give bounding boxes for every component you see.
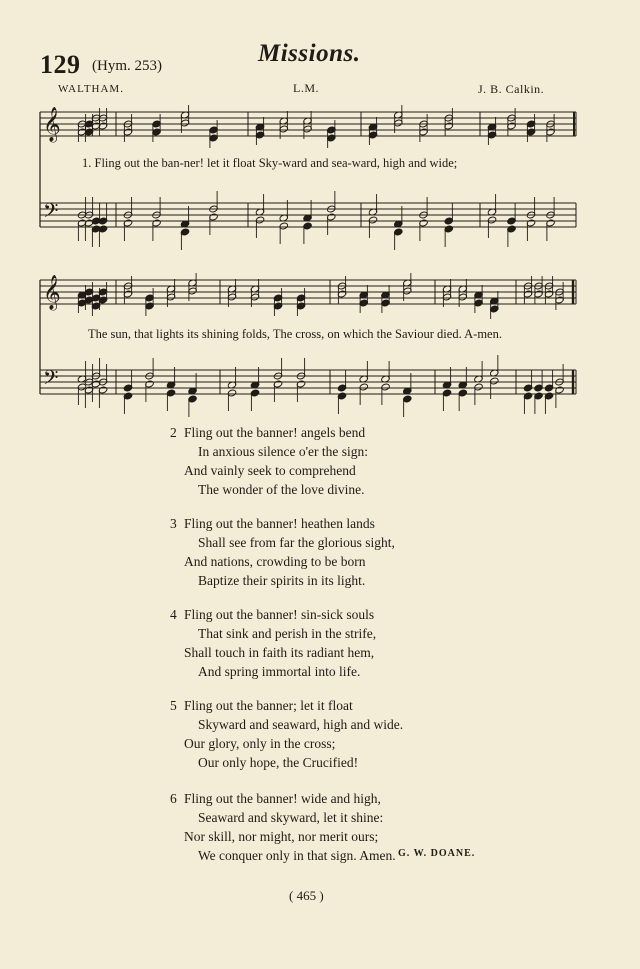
- stanza-line: In anxious silence o'er the sign:: [198, 444, 369, 459]
- composer: J. B. Calkin.: [478, 82, 545, 96]
- stanza-line: Shall see from far the glorious sight,: [198, 535, 395, 550]
- stanza-line: And nations, crowding to be born: [184, 554, 366, 569]
- hymn-reference: (Hym. 253): [92, 58, 162, 74]
- meter: L.M.: [293, 81, 319, 95]
- stanza-line: Fling out the banner! sin-sick souls: [184, 607, 375, 622]
- stanza-line: Fling out the banner! angels bend: [184, 425, 366, 440]
- page-number: ( 465 ): [289, 888, 324, 903]
- stanza-line: Our only hope, the Crucified!: [198, 755, 359, 770]
- bass-clef: 𝄢: [43, 366, 59, 394]
- lyric-line-1: 1. Fling out the ban-ner! let it float Sky-ward and sea-ward, high and wide;: [82, 156, 458, 170]
- stanza-number: 5: [170, 698, 177, 713]
- stanza-line: Our glory, only in the cross;: [184, 736, 336, 751]
- stanza-line: Skyward and seaward, high and wide.: [198, 717, 404, 732]
- stanza-number: 3: [170, 516, 177, 531]
- stanza-line: Fling out the banner; let it float: [184, 698, 353, 713]
- stanza-line: We conquer only in that sign. Amen.: [198, 848, 396, 863]
- author: G. W. DOANE.: [398, 848, 476, 859]
- section-title: Missions.: [258, 40, 361, 67]
- stanza-line: Baptize their spirits in its light.: [198, 573, 366, 588]
- stanza-line: And vainly seek to comprehend: [184, 463, 356, 478]
- tune-name: WALTHAM.: [58, 83, 124, 95]
- treble-clef: 𝄞: [43, 107, 61, 142]
- score-lower-system: [40, 273, 576, 417]
- stanza-line: Seaward and skyward, let it shine:: [198, 810, 384, 825]
- stanza-line: And spring immortal into life.: [198, 664, 361, 679]
- score-upper-system: [40, 105, 576, 250]
- stanza-number: 4: [170, 607, 177, 622]
- treble-clef: 𝄞: [43, 275, 61, 310]
- hymn-number: 129: [40, 50, 81, 79]
- music-score: [0, 0, 640, 420]
- stanza-line: The wonder of the love divine.: [198, 482, 365, 497]
- stanza-line: Fling out the banner! wide and high,: [184, 791, 381, 806]
- stanza-number: 6: [170, 791, 177, 806]
- stanza-line: Shall touch in faith its radiant hem,: [184, 645, 375, 660]
- stanza-line: Nor skill, nor might, nor merit ours;: [184, 829, 379, 844]
- stanza-line: Fling out the banner! heathen lands: [184, 516, 375, 531]
- stanza-number: 2: [170, 425, 177, 440]
- stanza-line: That sink and perish in the strife,: [198, 626, 377, 641]
- bass-clef: 𝄢: [43, 199, 59, 227]
- lyric-line-2: The sun, that lights its shining folds, The cross, on which the Saviour died. A-men.: [88, 327, 502, 341]
